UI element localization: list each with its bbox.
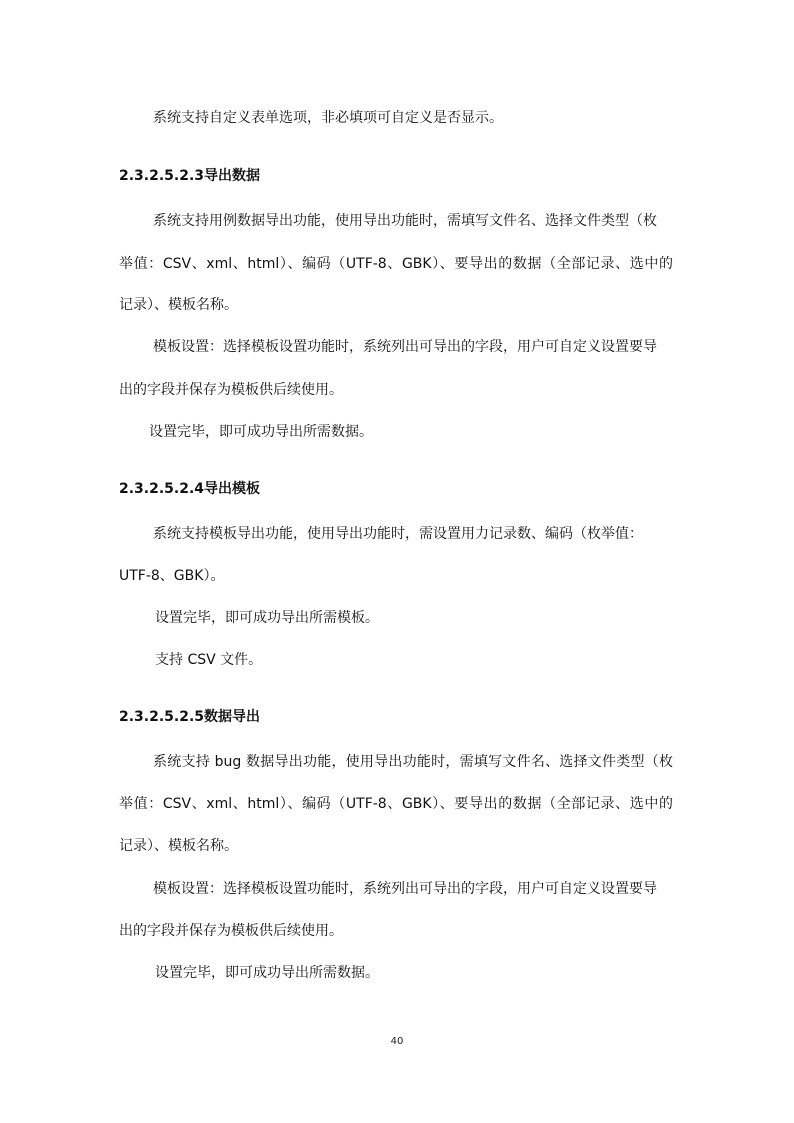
export-data-paragraph-3-line-1: 设置完毕，即可成功导出所需数据。 bbox=[149, 424, 373, 440]
data-export-paragraph-1-line-3: 记录）、模板名称。 bbox=[119, 838, 238, 854]
export-template-paragraph-1-line-1: 系统支持模板导出功能，使用导出功能时，需设置用力记录数、编码（枚举值： bbox=[153, 526, 643, 542]
export-data-paragraph-2-line-1: 模板设置：选择模板设置功能时，系统列出可导出的字段，用户可自定义设置要导 bbox=[153, 339, 657, 355]
export-data-paragraph-1-line-3: 记录）、模板名称。 bbox=[119, 297, 238, 313]
export-data-paragraph-1-line-2: 举值：CSV、xml、html）、编码（UTF-8、GBK）、要导出的数据（全部记录、选中的 bbox=[119, 256, 673, 272]
section-heading-export-data: 2.3.2.5.2.3导出数据 bbox=[119, 168, 261, 184]
data-export-paragraph-2-line-2: 出的字段并保存为模板供后续使用。 bbox=[119, 923, 343, 939]
export-template-paragraph-2-line-1: 设置完毕，即可成功导出所需模板。 bbox=[155, 610, 379, 626]
export-template-paragraph-1-line-2: UTF-8、GBK）。 bbox=[119, 568, 225, 584]
section-heading-export-template: 2.3.2.5.2.4导出模板 bbox=[119, 481, 261, 497]
data-export-paragraph-2-line-1: 模板设置：选择模板设置功能时，系统列出可导出的字段，用户可自定义设置要导 bbox=[153, 881, 657, 897]
data-export-paragraph-1-line-2: 举值：CSV、xml、html）、编码（UTF-8、GBK）、要导出的数据（全部记录、选中的 bbox=[119, 796, 673, 812]
export-template-paragraph-3-line-1: 支持 CSV 文件。 bbox=[155, 652, 263, 668]
intro-paragraph: 系统支持自定义表单选项，非必填项可自定义是否显示。 bbox=[153, 110, 503, 126]
page-number: 40 bbox=[390, 1036, 404, 1047]
section-heading-data-export: 2.3.2.5.2.5数据导出 bbox=[119, 709, 261, 725]
data-export-paragraph-3-line-1: 设置完毕，即可成功导出所需数据。 bbox=[155, 965, 379, 981]
data-export-paragraph-1-line-1: 系统支持 bug 数据导出功能，使用导出功能时，需填写文件名、选择文件类型（枚 bbox=[153, 754, 673, 770]
export-data-paragraph-1-line-1: 系统支持用例数据导出功能，使用导出功能时，需填写文件名、选择文件类型（枚 bbox=[153, 213, 657, 229]
export-data-paragraph-2-line-2: 出的字段并保存为模板供后续使用。 bbox=[119, 382, 343, 398]
